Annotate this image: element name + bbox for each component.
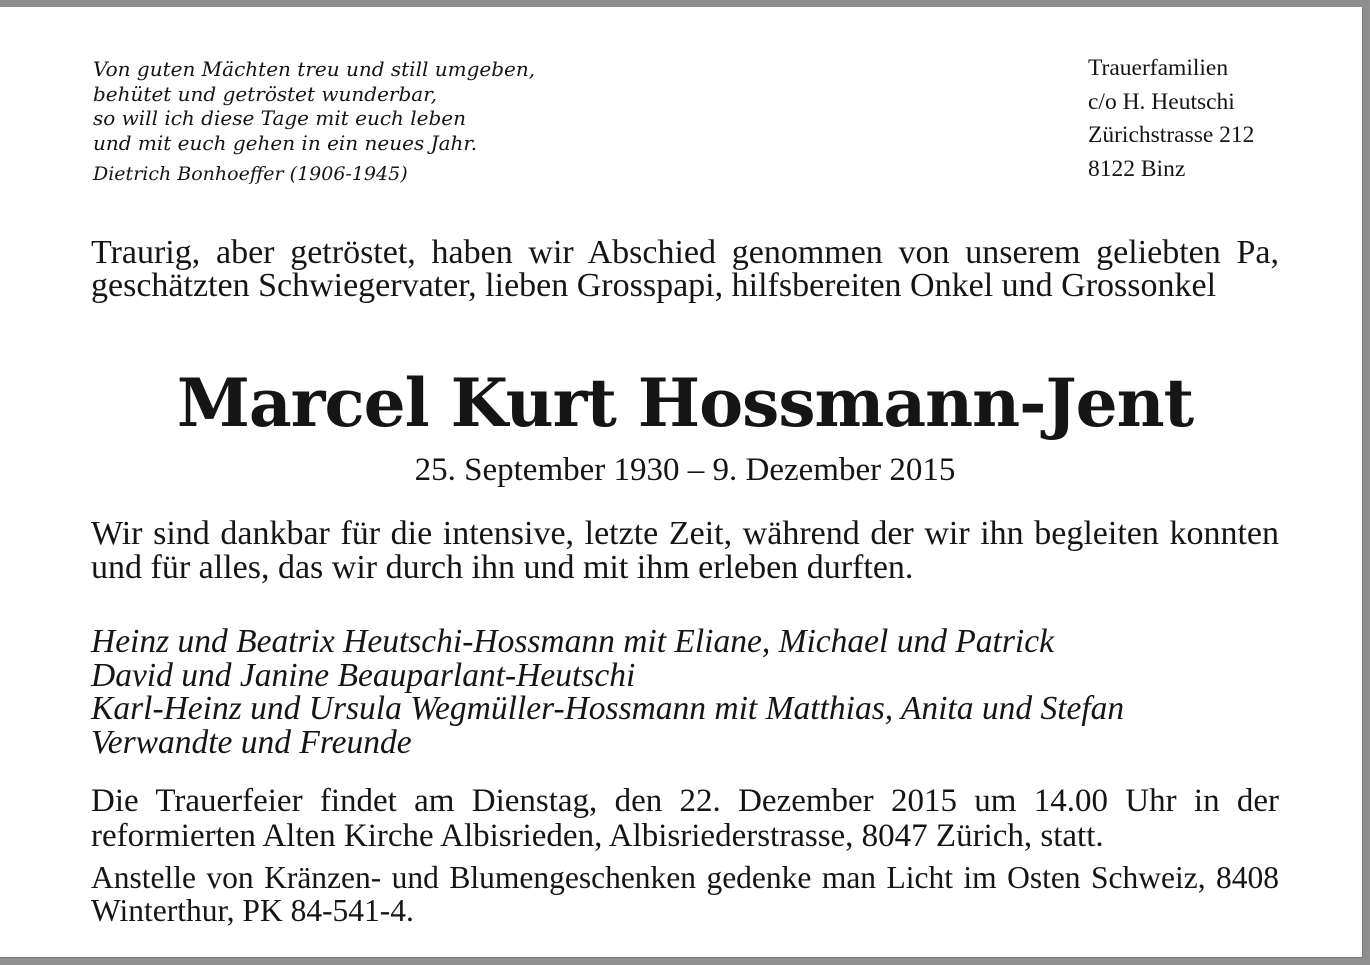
obituary-notice [0,7,1363,958]
mourner-line: Verwandte und Freunde [91,723,412,761]
mourner-line: Heinz und Beatrix Heutschi-Hossmann mit Eliane, Michael und Patrick [91,623,1054,660]
address-line: 8122 Binz [1088,155,1186,182]
intro-paragraph: Traurig, aber getröstet, haben wir Abschied genommen von unserem geliebten Pa, geschätzten Schwiegervater, lieben Grosspapi, hilfsbereiten Onkel und Grossonkel [91,234,1279,304]
address-line: Trauerfamilien [1088,55,1229,81]
quote-line: und mit euch gehen in ein neues Jahr. [93,130,478,155]
mourner-line: Karl-Heinz und Ursula Wegmüller-Hossmann mit Matthias, Anita und Stefan [91,690,1125,728]
mourner-line: David und Janine Beauparlant-Heutschi [91,656,636,694]
funeral-service-info: Die Trauerfeier findet am Dienstag, den 22. Dezember 2015 um 14.00 Uhr in der reformierten Alten Kirche Albisrieden, Albisriederstrasse, 8047 Zürich, statt. [91,783,1279,854]
quote-attribution: Dietrich Bonhoeffer (1906-1945) [93,163,408,185]
bonhoeffer-quote [93,57,813,187]
donation-note: Anstelle von Kränzen- und Blumengeschenken gedenke man Licht im Osten Schweiz, 8408 Winterthur, PK 84-541-4. [91,860,1279,928]
mourners-list [91,625,1279,759]
address-line: Zürichstrasse 212 [1088,122,1255,148]
thanks-paragraph: Wir sind dankbar für die intensive, letzte Zeit, während der wir ihn begleiten konnten und für alles, das wir durch ihn und mit ihm erleben durften. [91,515,1279,586]
quote-line: behütet und getröstet wunderbar, [93,81,437,106]
address-line: c/o H. Heutschi [1088,88,1235,115]
life-dates: 25. September 1930 – 9. Dezember 2015 [414,452,956,488]
quote-line: Von guten Mächten treu und still umgeben, [93,57,536,81]
quote-line: so will ich diese Tage mit euch leben [93,106,467,130]
deceased-name: Marcel Kurt Hossmann-Jent [176,364,1194,442]
family-address [1088,52,1358,186]
